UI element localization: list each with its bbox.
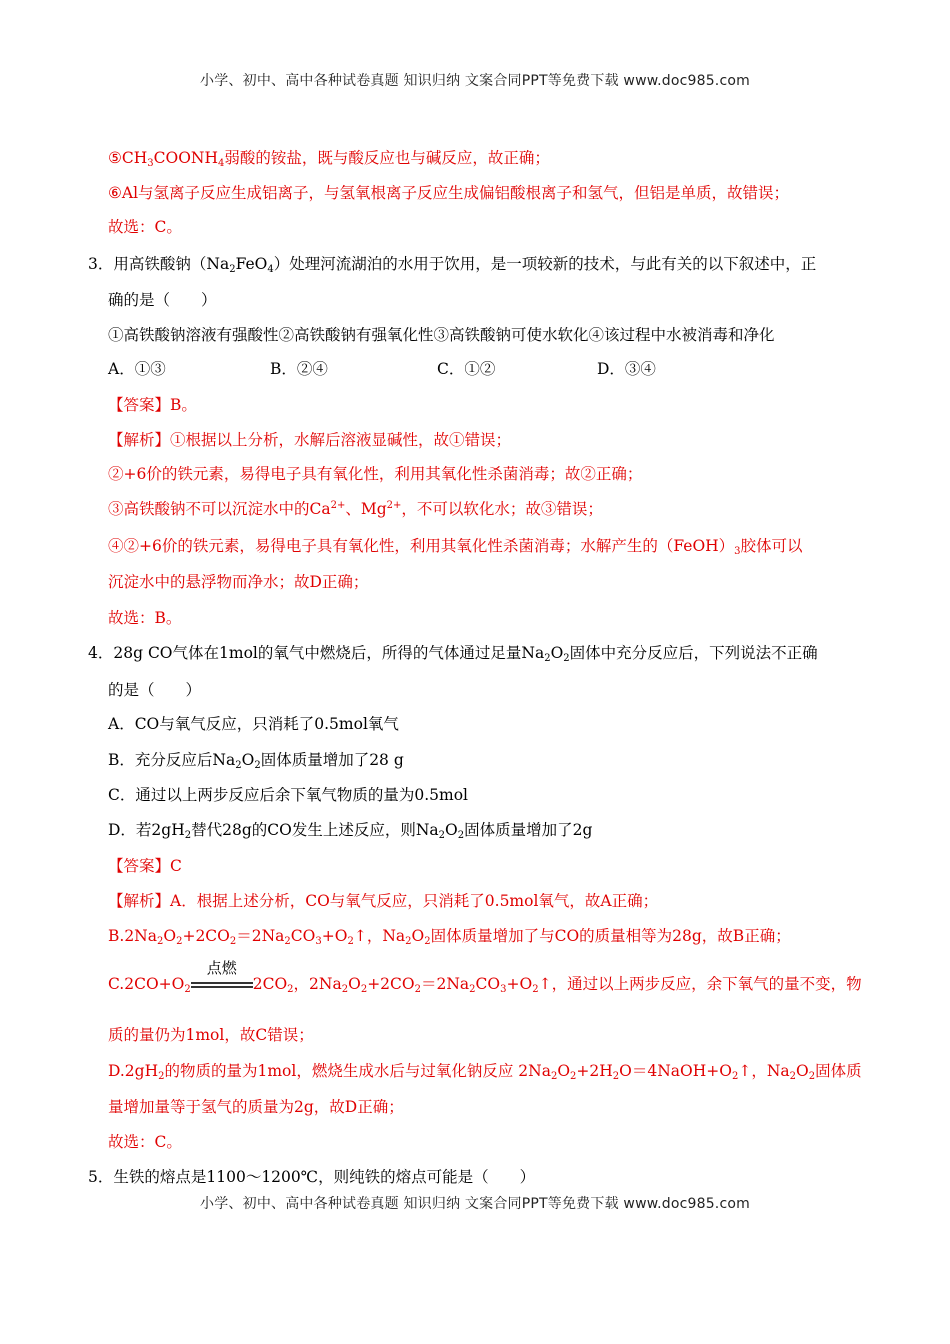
q4-option-b: B．充分反应后$Na_2O_2$固体质量增加了28 g [108,751,404,771]
prev-analysis-line-5: $⑤CH_3COONH_4$弱酸的铵盐，既与酸反应也与碱反应，故正确； [108,149,550,169]
q4-choose: 故选：C。 [108,1133,182,1151]
q4-analysis-c-2: 质的量仍为1mol，故C错误； [108,1026,314,1044]
q3-option-c: C．①② [437,360,496,378]
q4-analysis-d: $D.2gH_2$的物质的量为1mol，燃烧生成水后与过氧化钠反应 $2Na_2O_2+2H_2O=4NaOH+O_2↑$，$Na_2O_2$固体质 [108,1062,862,1082]
q4-option-c: C．通过以上两步反应后余下氧气物质的量为0.5mol [108,786,468,804]
q3-statements: ①高铁酸钠溶液有强酸性②高铁酸钠有强氧化性③高铁酸钠可使水软化④该过程中水被消毒和净化 [108,326,775,344]
q3-stem: 3．用高铁酸钠$(Na_2FeO_4)$处理河流湖泊的水用于饮用，是一项较新的技术，与此有关的以下叙述中，正 [88,255,817,275]
q4-option-a: A．CO与氧气反应，只消耗了0.5mol氧气 [108,715,399,733]
q3-analysis-3: ③高铁酸钠不可以沉淀水中的$Ca^{2+}$、$Mg^{2+}$，不可以软化水；故③错误； [108,500,603,518]
q3-option-b: B．②④ [270,360,328,378]
q3-analysis-4: ④②+6价的铁元素，易得电子具有氧化性，利用其氧化性杀菌消毒；水解产生的$(FeOH)_3$胶体可以 [108,537,803,557]
prev-analysis-line-6: ⑥Al与氢离子反应生成铝离子，与氢氧根离子反应生成偏铝酸根离子和氢气，但铝是单质，故错误； [108,184,790,202]
q4-analysis-c: $C.2CO+O_2$ 点燃 $2CO_2$，$2Na_2O_2+2CO_2=2Na_2CO_3+O_2↑$，通过以上两步反应，余下氧气的量不变，物 [108,959,862,995]
q3-analysis-2: ②+6价的铁元素，易得电子具有氧化性，利用其氧化性杀菌消毒；故②正确； [108,465,643,483]
q3-analysis-1: 【解析】①根据以上分析，水解后溶液显碱性，故①错误； [108,431,512,449]
reaction-condition-arrow: 点燃 [191,974,253,994]
prev-choose: 故选：C。 [108,218,182,236]
q3-option-d: D．③④ [597,360,656,378]
q5-stem: 5．生铁的熔点是1100～1200℃，则纯铁的熔点可能是（ ） [88,1168,536,1186]
q3-option-a: A．①③ [108,360,166,378]
q4-analysis-a: 【解析】A．根据上述分析，CO与氧气反应，只消耗了0.5mol氧气，故A正确； [108,892,659,910]
q4-analysis-d-2: 量增加量等于氢气的质量为2g，故D正确； [108,1098,404,1116]
q3-stem-2: 确的是（ ） [108,291,217,309]
q3-answer: 【答案】B。 [108,396,197,414]
q4-stem-2: 的是（ ） [108,681,202,699]
q3-analysis-5: 沉淀水中的悬浮物而净水；故D正确； [108,573,369,591]
page-header: 小学、初中、高中各种试卷真题 知识归纳 文案合同PPT等免费下载 www.doc985.com [200,73,750,89]
q3-choose: 故选：B。 [108,609,182,627]
q4-answer: 【答案】C [108,857,182,875]
q4-analysis-b: $B.2Na_2O_2+2CO_2=2Na_2CO_3+O_2↑$，$Na_2O_2$固体质量增加了与CO的质量相等为28g，故B正确； [108,927,791,947]
q4-option-d: D．若$2gH_2$替代28g的CO发生上述反应，则$Na_2O_2$固体质量增加了2g [108,821,593,841]
page-footer: 小学、初中、高中各种试卷真题 知识归纳 文案合同PPT等免费下载 www.doc985.com [200,1196,750,1212]
q4-stem: 4．28g CO气体在1mol的氧气中燃烧后，所得的气体通过足量$Na_2O_2$固体中充分反应后，下列说法不正确 [88,644,818,664]
